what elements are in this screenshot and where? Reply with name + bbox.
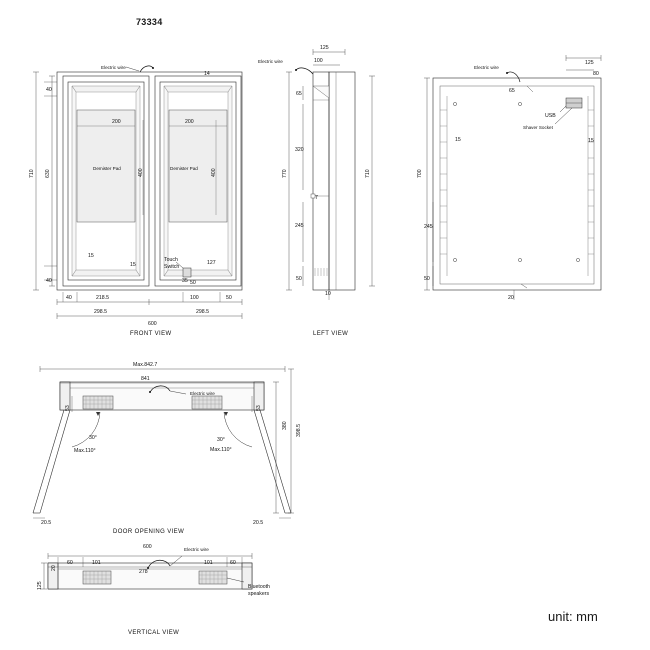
dimension-label: Demister Pad	[170, 166, 198, 171]
dimension-label: 65	[509, 88, 515, 94]
dimension-label: 40	[66, 295, 72, 301]
dimension-label: 35	[182, 278, 188, 284]
dimension-label: 600	[143, 544, 152, 550]
dimension-label: 80	[593, 71, 599, 77]
view-label: LEFT VIEW	[313, 331, 349, 337]
drawing-number: 73334	[136, 17, 163, 27]
dimension-label: 53	[256, 405, 262, 411]
dimension-label: 200	[112, 119, 121, 125]
dimension-label: 101	[204, 560, 213, 566]
dimension-label: 20	[51, 565, 57, 571]
dimension-label: 125	[320, 45, 329, 51]
dimension-label: 50	[296, 276, 302, 282]
dimension-label: 245	[295, 223, 304, 229]
dimension-label: Electric wire	[474, 65, 499, 70]
dimension-label: 50	[424, 276, 430, 282]
dimension-label: 53	[65, 405, 71, 411]
dimension-label: 770	[282, 169, 288, 178]
dimension-label: Bluetooth	[248, 584, 270, 590]
dimension-label: 380	[282, 421, 288, 430]
dimension-label: Electric wire	[184, 547, 209, 552]
dimension-label: Electric wire	[101, 65, 126, 70]
dimension-label: Max.842.7	[133, 362, 158, 368]
dimension-label: Electric wire	[190, 391, 215, 396]
dimension-label: 710	[29, 169, 35, 178]
dimension-label: 400	[211, 168, 217, 177]
dimension-label: 65	[296, 91, 302, 97]
dimension-label: 20	[508, 295, 514, 301]
dimension-label: 600	[148, 321, 157, 327]
dimension-label: 30°	[89, 435, 97, 441]
dimension-label: 15	[88, 253, 94, 259]
dimension-label: 100	[314, 58, 323, 64]
dimension-label: 630	[45, 169, 51, 178]
dimension-label: speakers	[248, 591, 270, 597]
dimension-label: Electric wire	[258, 59, 283, 64]
dimension-label: 320	[295, 147, 304, 153]
dimension-label: Max.110°	[210, 447, 232, 453]
dimension-label: Demister Pad	[93, 166, 121, 171]
dimension-label: 400	[138, 168, 144, 177]
dimension-label: 398.5	[296, 424, 302, 437]
dimension-label: 50	[190, 280, 196, 286]
dimension-label: 125	[585, 60, 594, 66]
dimension-label: 50	[226, 295, 232, 301]
dimension-label: 40	[46, 278, 52, 284]
view-label: VERTICAL VIEW	[128, 630, 180, 636]
dimension-label: 101	[92, 560, 101, 566]
dimension-label: 200	[185, 119, 194, 125]
dimension-label: 15	[588, 138, 594, 144]
dimension-label: USB	[545, 113, 556, 119]
dimension-label: 10	[325, 291, 331, 297]
dimension-label: 218.5	[96, 295, 109, 301]
dimension-label: 278	[139, 569, 148, 575]
dimension-label: 14	[204, 71, 210, 77]
dimension-label: 127	[207, 260, 216, 266]
dimension-label: Max.110°	[74, 448, 96, 454]
dimension-label: 20.5	[253, 520, 264, 526]
dimension-label: 40	[46, 87, 52, 93]
dimension-label: 60	[230, 560, 236, 566]
dimension-label: 125	[37, 581, 43, 590]
dimension-label: 710	[365, 169, 371, 178]
dimension-label: 298.5	[94, 309, 107, 315]
dimension-label: Touch	[164, 257, 178, 263]
dimension-label: 15	[130, 262, 136, 268]
dimension-label: 15	[455, 137, 461, 143]
dimension-label: 7	[315, 195, 318, 201]
dimension-label: 100	[190, 295, 199, 301]
dimension-label: 700	[417, 169, 423, 178]
dimension-label: 841	[141, 376, 150, 382]
view-label: DOOR OPENING VIEW	[113, 529, 185, 535]
dimension-label: 30°	[217, 437, 225, 443]
dimension-label: 245	[424, 224, 433, 230]
dimension-label: 298.5	[196, 309, 209, 315]
dimension-label: Shaver Socket	[523, 125, 553, 130]
unit-note: unit: mm	[548, 609, 598, 624]
dimension-label: 60	[67, 560, 73, 566]
dimension-label: 20.5	[41, 520, 52, 526]
dimension-label: Switch	[164, 264, 180, 270]
view-label: FRONT VIEW	[130, 331, 172, 337]
